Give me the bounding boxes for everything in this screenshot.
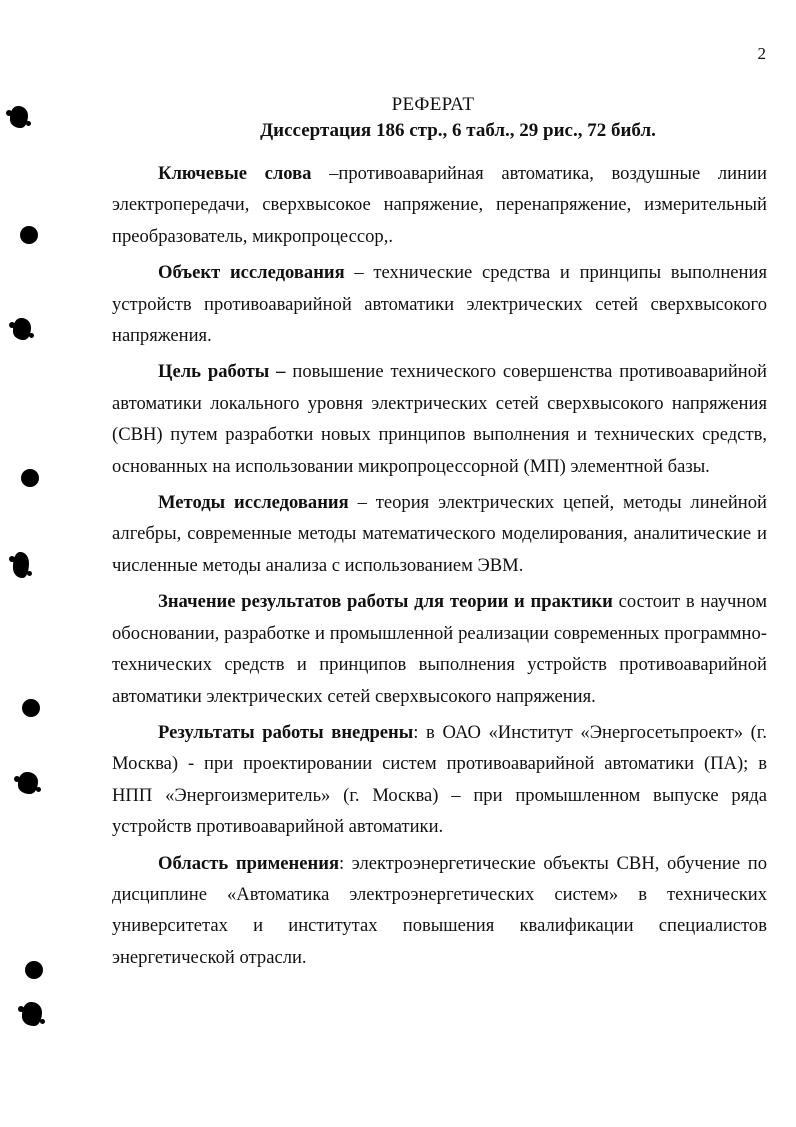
punch-hole [21,469,39,487]
paragraph-lead: Объект исследования [158,262,345,284]
page-title: РЕФЕРАТ [391,94,475,115]
paragraph-text: – теория электрических цепей, методы линейной алгебры, современные методы математического моделирования, аналитические и численные методы анализа с использованием ЭВМ. [112,492,768,576]
paragraph-text: состоит в научном обосновании, разработке и промышленной реализации современных программно-технических средств и принципов выполнения устройств противоаварийной автоматики электрических сетей сверхвысокого напряжения. [112,591,768,707]
paragraph-keywords [112,158,767,252]
paragraph-significance [112,586,767,712]
paragraph-text: – технические средства и принципы выполнения устройств противоаварийной автоматики электрических сетей сверхвысокого напряжения. [112,262,768,347]
punch-hole [25,961,43,979]
binding-mark [22,1002,42,1026]
paragraph-lead: Область применения [158,852,340,874]
binding-mark [18,772,38,794]
abstract-body [112,158,767,978]
paragraph-object [112,257,767,351]
paragraph-application [112,848,767,974]
paragraph-text: : электроэнергетические объекты СВН, обучение по дисциплине «Автоматика электроэнергетических систем» в технических университетах и институтах повышения квалификации специалистов энергетической отрасли. [112,852,768,968]
paragraph-methods [112,487,767,581]
paragraph-lead: Методы исследования [158,492,349,514]
paragraph-implementation [112,717,767,843]
punch-hole [20,226,38,244]
paragraph-text: : в ОАО «Институт «Энергосетьпроект» (г. Москва) - при проектировании систем противоаварийной автоматики (ПА); в НПП «Энергоизмеритель» (г. Москва) – при промышленном выпуске ряда устройств противоаварийной автоматики. [112,721,767,838]
binding-mark [13,552,29,578]
paragraph-text: –противоаварийная автоматика, воздушные линии электропередачи, сверхвысокое напряжение, перенапряжение, измерительный преобразователь, микропроцессор,. [112,163,767,247]
paragraph-goal [112,356,767,482]
paragraph-lead: Цель работы – [158,361,286,383]
page-number: 2 [757,44,766,63]
binding-mark [13,318,31,340]
document-header [0,94,796,142]
paragraph-lead: Значение результатов работы для теории и практики [158,591,613,613]
dissertation-stats: Диссертация 186 стр., 6 табл., 29 рис., 72 библ. [260,120,656,141]
paragraph-lead: Результаты работы внедрены [158,721,414,743]
punch-hole [22,699,40,717]
paragraph-text: повышение технического совершенства противоаварийной автоматики локального уровня электрических сетей сверхвысокого напряжения (СВН) путем разработки новых принципов выполнения и технических средств, основанных на использовании микропроцессорной (МП) элементной базы. [112,361,767,477]
paragraph-lead: Ключевые слова [158,163,312,184]
